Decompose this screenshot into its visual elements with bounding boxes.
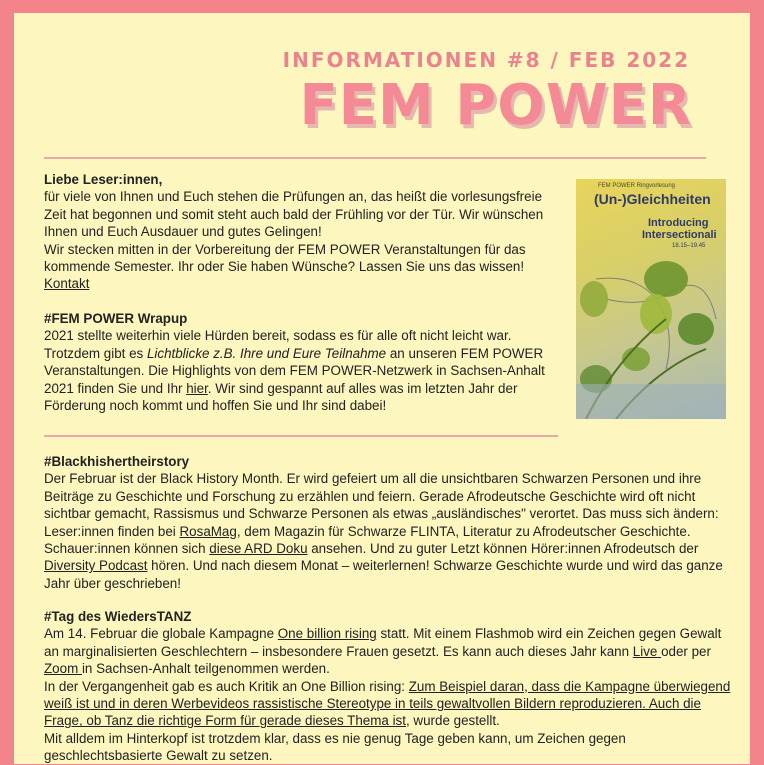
diversity-podcast-link[interactable]: Diversity Podcast xyxy=(44,558,148,574)
divider xyxy=(44,435,558,437)
tanz-paragraph-3: Mit alldem im Hinterkopf ist trotzdem klar, dass es nie genug Tage geben kann, um Zeichen gegen geschlechtsbasierte Gewalt zu setzen. xyxy=(44,730,626,764)
one-billion-rising-link[interactable]: One billion rising xyxy=(277,626,377,642)
bhm-text: , dem Magazin für Schwarze FLINTA, Literatur zu Afrodeutscher Geschichte. Schauer:innen können sich xyxy=(44,523,691,557)
issue-kicker: INFORMATIONEN #8 / FEB 2022 xyxy=(282,48,690,72)
tanz-text: in Sachsen-Anhalt teilgenommen werden. xyxy=(81,661,330,677)
poster-date: 18.15–19.45 xyxy=(672,243,706,249)
tanz-text: In der Vergangenheit gab es auch Kritik an One Billion rising: xyxy=(44,678,409,694)
wrapup-section xyxy=(44,310,564,414)
tanz-paragraph-2 xyxy=(44,678,734,730)
widerstanz-section xyxy=(44,608,734,765)
poster-title: (Un-)Gleichheiten xyxy=(594,191,711,207)
newsletter-title: FEM POWER xyxy=(299,73,692,138)
newsletter-page xyxy=(14,13,750,764)
bhm-text: ansehen. Und zu guter Letzt können Hörer:innen Afrodeutsch der xyxy=(307,541,699,557)
intro-paragraph-2: Wir stecken mitten in der Vorbereitung der FEM POWER Veranstaltungen für das kommende Semester. Ihr oder Sie haben Wünsche? Lassen Sie uns das wissen! xyxy=(44,241,526,275)
tanz-paragraph-1 xyxy=(44,625,734,677)
rosamag-link[interactable]: RosaMag xyxy=(179,523,237,539)
tanz-text: , wurde gestellt. xyxy=(405,713,500,729)
contact-link[interactable]: Kontakt xyxy=(44,276,90,292)
intro-paragraph-1: für viele von Ihnen und Euch stehen die Prüfungen an, das heißt die vorlesungsfreie Zeit hat begonnen und somit steht auch bald der Frühling vor der Tür. Wir wünschen Ihnen und Euch Ausdauer und gutes Gelingen! xyxy=(44,189,544,240)
ard-doku-link[interactable]: diese ARD Doku xyxy=(209,541,308,557)
tanz-heading: #Tag des WiedersTANZ xyxy=(44,609,192,624)
wrapup-heading: #FEM POWER Wrapup xyxy=(44,311,188,326)
divider xyxy=(44,157,706,159)
bhm-paragraph xyxy=(44,470,734,592)
live-link[interactable]: Live xyxy=(632,643,662,659)
wrapup-text: . Wir sind gespannt auf alles was im letzten Jahr der Förderung noch kommt und hoffen Sie und Ihr sind dabei! xyxy=(44,380,518,414)
event-poster-photo xyxy=(576,179,726,419)
wrapup-text: 2021 stellte weiterhin viele Hürden bereit, sodass es für alle oft nicht leicht war. Trotzdem gibt es xyxy=(44,328,512,361)
critique-link[interactable]: Zum Beispiel daran, dass die Kampagne überwiegend weiß ist und in deren Werbevideos rassistische Stereotype in teils gewaltvollen Bildern reproduzieren. Auch die Frage, ob Tanz die richtige Form für gerade dieses Thema ist xyxy=(44,678,731,729)
bhm-text: hören. Und nach diesem Monat – weiterlernen! Schwarze Geschichte wurde und wird das ganze Jahr über geschrieben! xyxy=(44,558,723,591)
black-history-section xyxy=(44,453,734,592)
wrapup-italic-text: Lichtblicke z.B. Ihre und Eure Teilnahme xyxy=(146,345,387,361)
wrapup-text: an unseren FEM POWER Veranstaltungen. Die Highlights von dem FEM POWER-Netzwerk in Sachsen-Anhalt 2021 finden Sie und Ihr xyxy=(44,345,545,396)
plant-illustration xyxy=(576,179,726,419)
greeting: Liebe Leser:innen, xyxy=(44,172,163,187)
tanz-text: Am 14. Februar die globale Kampagne xyxy=(44,626,278,642)
bhm-text: Der Februar ist der Black History Month. Er wird gefeiert um all die unsichtbaren Schwarzen Personen und ihre Beiträge zu Geschichte und Forschung zu erzählen und feiern. Gerade Afrodeutsche Geschichte wird oft nicht sichtbar gemacht, Rassismus und Schwarze Personen als etwas „ausländisches" verortet. Das muss sich ändern: Leser:innen finden bei xyxy=(44,471,719,539)
tanz-text: statt. Mit einem Flashmob wird ein Zeichen gegen Gewalt an marginalisierten Geschlechtern – insbesondere Frauen gesetzt. Es kann auch dieses Jahr kann xyxy=(44,626,722,659)
wrapup-paragraph xyxy=(44,327,564,414)
tanz-text: oder per xyxy=(661,643,711,659)
poster-header: FEM POWER Ringvorlesung xyxy=(598,183,676,189)
highlights-link[interactable]: hier xyxy=(186,380,208,396)
bhm-heading: #Blackhishertheirstory xyxy=(44,454,190,469)
poster-subtitle-2: Intersectionali xyxy=(642,229,717,241)
poster-subtitle-1: Introducing xyxy=(648,217,709,229)
zoom-link[interactable]: Zoom xyxy=(44,661,82,677)
intro-section xyxy=(44,171,564,293)
